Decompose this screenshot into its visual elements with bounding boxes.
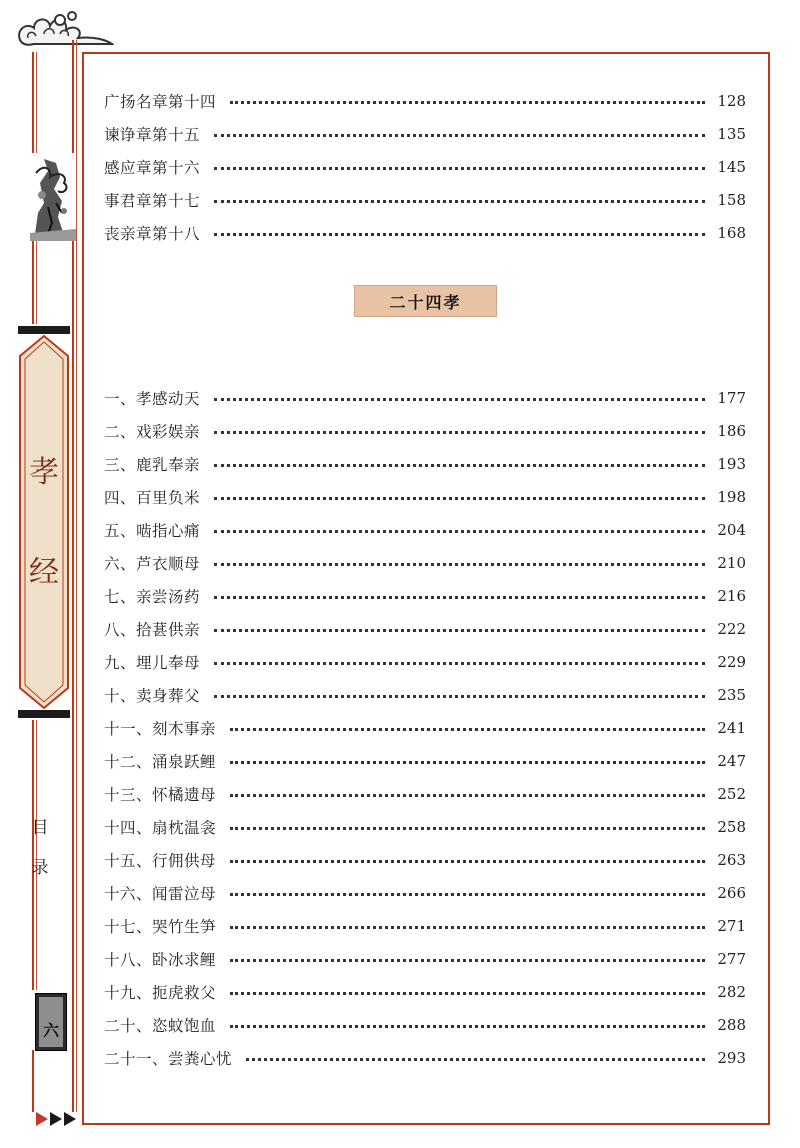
dot-leader xyxy=(230,728,705,731)
toc-page: 168 xyxy=(717,224,746,242)
toc-page: 277 xyxy=(717,950,746,968)
toc-title: 四、百里负米 xyxy=(104,489,201,507)
section-label-char: 录 xyxy=(31,858,49,878)
arrows-icon xyxy=(36,1110,80,1128)
toc-page: 216 xyxy=(717,587,746,605)
toc-entry[interactable] xyxy=(104,187,746,213)
toc-page: 210 xyxy=(717,554,746,572)
toc-entry[interactable] xyxy=(104,1012,746,1038)
dot-leader xyxy=(230,959,705,962)
toc-page: 247 xyxy=(717,752,746,770)
toc-entry[interactable] xyxy=(104,550,746,576)
toc-page: 271 xyxy=(717,917,746,935)
dot-leader xyxy=(230,926,705,929)
toc-page: 222 xyxy=(717,620,746,638)
dot-leader xyxy=(214,431,705,434)
dot-leader xyxy=(214,464,705,467)
dot-leader xyxy=(214,563,705,566)
toc-entry[interactable] xyxy=(104,154,746,180)
dot-leader xyxy=(214,167,705,170)
toc-title: 三、鹿乳奉亲 xyxy=(104,456,201,474)
toc-title: 广扬名章第十四 xyxy=(104,93,217,111)
toc-page: 145 xyxy=(717,158,746,176)
toc-title: 感应章第十六 xyxy=(104,159,201,177)
toc-page: 177 xyxy=(717,389,746,407)
landscape-illustration xyxy=(30,153,76,241)
toc-page: 235 xyxy=(717,686,746,704)
toc-entry[interactable] xyxy=(104,682,746,708)
dot-leader xyxy=(214,596,705,599)
toc-title: 十三、怀橘遗母 xyxy=(104,786,217,804)
toc-title: 谏诤章第十五 xyxy=(104,126,201,144)
toc-title: 五、啮指心痛 xyxy=(104,522,201,540)
dot-leader xyxy=(214,497,705,500)
toc-page: 252 xyxy=(717,785,746,803)
toc-page: 282 xyxy=(717,983,746,1001)
dot-leader xyxy=(214,695,705,698)
toc-entry[interactable] xyxy=(104,121,746,147)
book-title-char: 孝 xyxy=(29,455,59,490)
toc-title: 二十一、尝粪心忧 xyxy=(104,1050,233,1068)
toc-title: 十四、扇枕温衾 xyxy=(104,819,217,837)
toc-page: 258 xyxy=(717,818,746,836)
book-title-plaque xyxy=(18,326,70,718)
toc-page: 263 xyxy=(717,851,746,869)
left-rule xyxy=(32,1050,34,1112)
toc-entry[interactable] xyxy=(104,979,746,1005)
toc-page: 266 xyxy=(717,884,746,902)
toc-page: 229 xyxy=(717,653,746,671)
dot-leader xyxy=(214,233,705,236)
dot-leader xyxy=(214,200,705,203)
toc-title: 十五、行佣供母 xyxy=(104,852,217,870)
toc-title: 七、亲尝汤药 xyxy=(104,588,201,606)
dot-leader xyxy=(230,794,705,797)
dot-leader xyxy=(230,992,705,995)
toc-title: 一、孝感动天 xyxy=(104,390,201,408)
toc-page: 204 xyxy=(717,521,746,539)
toc-title: 六、芦衣顺母 xyxy=(104,555,201,573)
page-number: 六 xyxy=(42,1021,59,1040)
toc-entry[interactable] xyxy=(104,847,746,873)
toc-entry[interactable] xyxy=(104,484,746,510)
plaque-bar-bottom xyxy=(18,710,70,718)
toc-title: 十一、刻木事亲 xyxy=(104,720,217,738)
dot-leader xyxy=(214,134,705,137)
dot-leader xyxy=(230,827,705,830)
plaque-frame xyxy=(18,334,70,710)
toc-page: 293 xyxy=(717,1049,746,1067)
toc-title: 九、埋儿奉母 xyxy=(104,654,201,672)
toc-title: 二十、恣蚊饱血 xyxy=(104,1017,217,1035)
toc-page: 241 xyxy=(717,719,746,737)
toc-entry[interactable] xyxy=(104,616,746,642)
column-rule-inner xyxy=(76,40,77,1112)
dot-leader xyxy=(230,1025,705,1028)
section-heading xyxy=(354,285,497,317)
toc-entry[interactable] xyxy=(104,583,746,609)
toc-entry[interactable] xyxy=(104,418,746,444)
section-label-char: 目 xyxy=(31,818,49,838)
toc-title: 十七、哭竹生笋 xyxy=(104,918,217,936)
toc-entry[interactable] xyxy=(104,781,746,807)
dot-leader xyxy=(214,662,705,665)
toc-title: 十二、涌泉跃鲤 xyxy=(104,753,217,771)
page-number-tab xyxy=(35,993,67,1051)
toc-entry[interactable] xyxy=(104,451,746,477)
dot-leader xyxy=(230,101,705,104)
section-heading-text: 二十四孝 xyxy=(389,292,462,312)
toc-page: 198 xyxy=(717,488,746,506)
toc-title: 八、拾葚供亲 xyxy=(104,621,201,639)
toc-title: 二、戏彩娱亲 xyxy=(104,423,201,441)
toc-entry[interactable] xyxy=(104,1045,746,1071)
toc-page: 135 xyxy=(717,125,746,143)
toc-page: 288 xyxy=(717,1016,746,1034)
toc-title: 丧亲章第十八 xyxy=(104,225,201,243)
dot-leader xyxy=(230,761,705,764)
toc-title: 十、卖身葬父 xyxy=(104,687,201,705)
dot-leader xyxy=(246,1058,705,1061)
toc-entry[interactable] xyxy=(104,517,746,543)
toc-page: 193 xyxy=(717,455,746,473)
toc-entry[interactable] xyxy=(104,385,746,411)
toc-entry[interactable] xyxy=(104,220,746,246)
toc-entry[interactable] xyxy=(104,913,746,939)
toc-entry[interactable] xyxy=(104,946,746,972)
toc-title: 事君章第十七 xyxy=(104,192,201,210)
toc-entry[interactable] xyxy=(104,649,746,675)
toc-title: 十九、扼虎救父 xyxy=(104,984,217,1002)
toc-page: 128 xyxy=(717,92,746,110)
toc-entry[interactable] xyxy=(104,880,746,906)
toc-page: 186 xyxy=(717,422,746,440)
toc-entry[interactable] xyxy=(104,715,746,741)
toc-title: 十八、卧冰求鲤 xyxy=(104,951,217,969)
cloud-ornament-icon xyxy=(14,6,114,50)
book-title-char: 经 xyxy=(29,555,59,590)
left-rule-inner xyxy=(36,720,37,990)
left-rule xyxy=(32,720,34,990)
toc-entry[interactable] xyxy=(104,748,746,774)
toc-title: 十六、闻雷泣母 xyxy=(104,885,217,903)
toc-entry[interactable] xyxy=(104,88,746,114)
toc-entry[interactable] xyxy=(104,814,746,840)
dot-leader xyxy=(214,530,705,533)
dot-leader xyxy=(230,860,705,863)
dot-leader xyxy=(214,629,705,632)
plaque-bar-top xyxy=(18,326,70,334)
toc-page: 158 xyxy=(717,191,746,209)
dot-leader xyxy=(230,893,705,896)
dot-leader xyxy=(214,398,705,401)
